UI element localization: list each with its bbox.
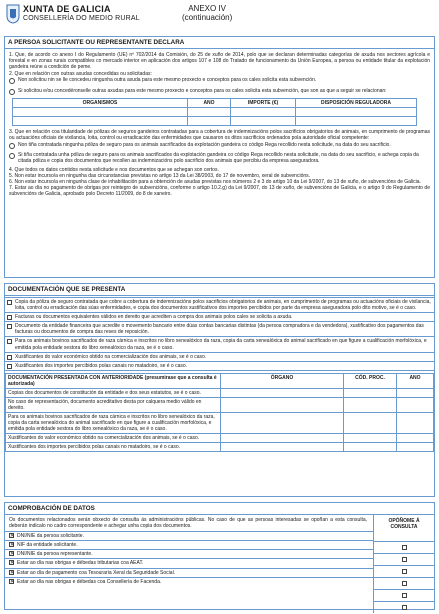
document-label: Xustificantes dos importes percibidos polas canais no matadoiro, se é o caso. bbox=[15, 362, 188, 369]
oppose-cell[interactable] bbox=[374, 589, 434, 601]
checkbox-icon[interactable] bbox=[402, 569, 407, 574]
option-label: Non solicitou nin se lle concedeu ningunha outra axuda para este mesmo proxecto e conceptos para os cales solicita esta subvención. bbox=[18, 77, 317, 84]
table-cell[interactable] bbox=[188, 108, 231, 117]
insurance-option-no[interactable] bbox=[5, 142, 434, 149]
document-row[interactable] bbox=[5, 298, 434, 313]
document-row[interactable] bbox=[5, 337, 434, 352]
radio-icon[interactable] bbox=[9, 78, 15, 84]
table-cell[interactable] bbox=[344, 412, 397, 433]
oppose-column bbox=[373, 515, 434, 613]
section-title: A PERSOA SOLICITANTE OU REPRESENTANTE DECLARA bbox=[5, 37, 434, 49]
checkbox-icon[interactable] bbox=[7, 324, 12, 329]
annex-label bbox=[182, 4, 232, 22]
radio-icon[interactable] bbox=[9, 89, 15, 95]
department-name: CONSELLERÍA DO MEDIO RURAL bbox=[23, 15, 140, 22]
annex-title: ANEXO IV bbox=[188, 4, 227, 13]
document-label: Facturas ou documentos equivalentes válidos en dereito que acrediten a compra dos animais polos cales se solicita a axuda. bbox=[15, 314, 293, 321]
data-verification-section bbox=[4, 502, 435, 610]
checkbox-icon[interactable] bbox=[402, 557, 407, 562]
org-name: XUNTA DE GALICIA bbox=[23, 4, 111, 14]
table-cell[interactable] bbox=[221, 397, 344, 412]
column-header: ORGANISMOS bbox=[13, 99, 188, 108]
table-cell[interactable] bbox=[397, 388, 434, 397]
option-label: Si tiña contratada unha póliza de seguro para os animais sacrificados da explotación gandeira co código Rega recollido nesta solicitude, na data do seu sacrificio, e achega copia da citada póliza e copia dos documentos que recollen as indemnizacións polo sacrificio dos animais que percibiu da empresa aseguradora. bbox=[18, 151, 419, 164]
oppose-cell[interactable] bbox=[374, 577, 434, 589]
form-header bbox=[4, 2, 435, 32]
table-cell[interactable] bbox=[13, 108, 188, 117]
table-row bbox=[6, 433, 434, 442]
document-label: Para os animais bovinos sacrificados de raza cárnica e inscritos no libro xenealóxico da raza, copia da carta xenealóxica do animal sacrificado en que figure a cualificación morfolóxica, e emitida pola entidade xestora do libro xenealóxico da raza, se é o caso. bbox=[15, 338, 427, 351]
declaration-2: 2. Que en relación con outras axudas concedidas ou solicitadas: bbox=[9, 71, 152, 78]
table-row bbox=[6, 397, 434, 412]
checkbox-icon[interactable] bbox=[402, 605, 407, 610]
checkbox-icon[interactable] bbox=[402, 581, 407, 586]
table-cell[interactable] bbox=[221, 388, 344, 397]
checkbox-icon[interactable] bbox=[7, 315, 12, 320]
row-label: Xustificantes do valor económico obtido na comercialización dos animais, se é o caso. bbox=[6, 433, 221, 442]
column-header: CÓD. PROC. bbox=[344, 373, 397, 388]
table-cell[interactable] bbox=[188, 117, 231, 126]
oppose-column-header: OPÓÑOME Á CONSULTA bbox=[388, 518, 420, 530]
table-cell[interactable] bbox=[397, 433, 434, 442]
radio-icon[interactable] bbox=[9, 153, 15, 159]
checked-icon: ✕ bbox=[10, 551, 15, 558]
oppose-cell[interactable] bbox=[374, 553, 434, 565]
table-cell[interactable] bbox=[231, 117, 296, 126]
checkbox-icon[interactable] bbox=[402, 593, 407, 598]
section-title: COMPROBACIÓN DE DATOS bbox=[5, 503, 434, 515]
verification-item bbox=[5, 558, 373, 566]
option-label: Si solicitou e/ou concedéronselle outras axudas para este mesmo proxecto e conceptos para os cales solicita esta subvención, que son as que a seguir se relacionan: bbox=[18, 88, 387, 95]
column-header: ANO bbox=[188, 99, 231, 108]
column-header: DOCUMENTACIÓN PRESENTADA CON ANTERIORIDADE (presumirase que a consulta é autorizada) bbox=[6, 373, 221, 388]
section-title: DOCUMENTACIÓN QUE SE PRESENTA bbox=[5, 284, 434, 296]
declaration-5: 5. Non estar incurso/a en ningunha das circunstancias previstas no artigo 13 da Lei 38/2003, do 17 de novembro, xeral de subvencións. bbox=[9, 172, 311, 179]
table-row bbox=[6, 442, 434, 451]
verification-item bbox=[5, 540, 373, 548]
oppose-cell[interactable] bbox=[374, 541, 434, 553]
table-cell[interactable] bbox=[344, 433, 397, 442]
radio-icon[interactable] bbox=[9, 143, 15, 149]
item-label: DNI/NIE da persoa solicitante. bbox=[17, 533, 84, 540]
checked-icon: ✕ bbox=[10, 533, 15, 540]
other-aid-option-yes[interactable] bbox=[5, 88, 434, 95]
table-cell[interactable] bbox=[221, 442, 344, 451]
declaration-7: 7. Estar ao día no pagamento de obrigas por reintegro de subvencións, conforme o artigo 10.2.g) da Lei 9/2007, do 13 de xuño, de subvencións de Galicia, e o artigo 9 do Regulamento de subvencións de Galicia, aprobado polo Decreto 11/2009, do 8 de xaneiro. bbox=[9, 185, 430, 198]
previous-documents-table bbox=[5, 373, 434, 452]
item-label: Estar ao día nas obrigas e débedas tributarias coa AEAT. bbox=[17, 560, 144, 567]
checked-icon: ✕ bbox=[10, 542, 15, 549]
documentation-section bbox=[4, 283, 435, 497]
verification-list bbox=[5, 515, 373, 613]
annex-subtitle: (continuación) bbox=[182, 13, 233, 22]
table-cell[interactable] bbox=[221, 433, 344, 442]
oppose-cell[interactable] bbox=[374, 565, 434, 577]
table-cell[interactable] bbox=[344, 388, 397, 397]
table-cell[interactable] bbox=[397, 442, 434, 451]
table-cell[interactable] bbox=[344, 442, 397, 451]
document-row[interactable] bbox=[5, 361, 434, 370]
checkbox-icon[interactable] bbox=[7, 364, 12, 369]
oppose-cell[interactable] bbox=[374, 601, 434, 613]
checkbox-icon[interactable] bbox=[7, 355, 12, 360]
other-aid-option-no[interactable] bbox=[5, 77, 434, 84]
item-label: DNI/NIE da persoa representante. bbox=[17, 551, 93, 558]
table-cell[interactable] bbox=[397, 397, 434, 412]
column-header: IMPORTE (€) bbox=[231, 99, 296, 108]
documents-table bbox=[5, 297, 434, 371]
table-cell[interactable] bbox=[344, 397, 397, 412]
declaration-section bbox=[4, 36, 435, 278]
document-row[interactable] bbox=[5, 352, 434, 361]
document-label: Xustificantes do valor económico obtido na comercialización dos animais, se é o caso. bbox=[15, 353, 207, 360]
document-row[interactable] bbox=[5, 313, 434, 322]
row-label: Xustificantes dos importes percibidos polas canais no matadoiro, se é o caso. bbox=[6, 442, 221, 451]
verification-item bbox=[5, 531, 373, 539]
table-cell[interactable] bbox=[397, 412, 434, 433]
checkbox-icon[interactable] bbox=[402, 545, 407, 550]
table-cell[interactable] bbox=[296, 117, 417, 126]
column-header: ANO bbox=[397, 373, 434, 388]
option-label: Non tiña contratada ningunha póliza de seguro para os animais sacrificados da explotación gandeira co código Rega recollido nesta solicitude, na data do seu sacrificio. bbox=[18, 141, 391, 148]
checked-icon: ✕ bbox=[10, 560, 15, 567]
document-label: Documento da entidade financeira que acredite o movemento bancario entre dúas contas bancarias distintas (da persoa compradora e da vendedora), xustificativo dos pagamentos das facturas ou documentos de compra das reses de reposición. bbox=[15, 323, 424, 336]
verification-item bbox=[5, 568, 373, 576]
table-cell[interactable] bbox=[221, 412, 344, 433]
item-label: NIF da entidade solicitante. bbox=[17, 542, 78, 549]
checked-icon: ✕ bbox=[10, 569, 15, 576]
verification-body bbox=[5, 515, 434, 613]
row-label: Para os animais bovinos sacrificados de raza cárnica e inscritos no libro xenealóxico da raza, copia da carta xenealóxica do animal sacrificado en que figure a cualificación morfolóxica, e emitida pola entidade xestora do libro xenealóxico da raza, se é o caso. bbox=[6, 412, 221, 433]
item-label: Estar ao día nas obrigas e débedas coa Consellería de Facenda. bbox=[17, 578, 162, 585]
checkbox-icon[interactable] bbox=[7, 339, 12, 344]
xunta-logo-icon bbox=[6, 4, 20, 24]
other-aid-table bbox=[12, 98, 417, 126]
document-row[interactable] bbox=[5, 322, 434, 337]
row-label: Copias dos documentos de constitución da entidade e dos seus estatutos, se é o caso. bbox=[6, 388, 221, 397]
table-cell[interactable] bbox=[296, 108, 417, 117]
insurance-option-yes[interactable] bbox=[5, 152, 434, 164]
row-label: No caso de representación, documento acreditativo desta por calquera medio válido en dereito. bbox=[6, 397, 221, 412]
table-row bbox=[6, 388, 434, 397]
document-label: Copia da póliza de seguro contratada que cobre a cobertura de indemnizacións polos sacrificios obrigatorios de animais, en cumprimento de programas ou actuacións oficiais de vixilancia, loita, control ou erradicación das súas enfermidades, e copia dos documentos xustificativos dos importes percibidos por parte da empresa aseguradora polo dito motivo, se é o caso. bbox=[15, 299, 431, 312]
checked-icon: ✕ bbox=[10, 578, 15, 585]
declaration-1: 1. Que, de acordo co anexo I do Regulamento (UE) nº 702/2014 da Comisión, do 25 de xuño de 2014, polo que se declaran determinadas categorías de axuda nos sectores agrícola e forestal e en zonas rurais compatibles co mercado interior en aplicación dos artigos 107 e 108 do Tratado de funcionamento da Unión Europea, a persoa ou entidade titular da explotación gandeira reúne a condición de peme. bbox=[9, 52, 430, 71]
checkbox-icon[interactable] bbox=[7, 300, 12, 305]
table-row bbox=[6, 412, 434, 433]
table-cell[interactable] bbox=[13, 117, 188, 126]
verification-item bbox=[5, 549, 373, 557]
column-header: DISPOSICIÓN REGULADORA bbox=[296, 99, 417, 108]
declaration-6: 6. Non estar incurso/a en ningunha clase de inhabilitación para a obtención de axudas previstas nos números 2 e 3 do artigo 10 da Lei 9/2007, do 13 de xuño, de subvencións de Galicia. bbox=[9, 178, 421, 185]
verification-item bbox=[5, 577, 373, 585]
item-label: Estar ao día de pagamento coa Tesouraría Xeral da Seguridade Social. bbox=[17, 569, 176, 576]
column-header: ÓRGANO bbox=[221, 373, 344, 388]
declaration-3: 3. Que en relación coa titularidade de pólizas de seguros gandeiros contratadas para a cobertura de indemnizacións polos sacrificios obrigatorios de animais, en cumprimento de programas ou actuacións oficiais de vixilancia, loita, control ou erradicación das enfermidades que causaron os ditos sacrificios ordenados pola autoridade oficial competente: bbox=[9, 129, 430, 142]
verification-intro: Os documentos relacionados serán obxecto de consulta ás administracións públicas. No caso de que as persoas interesadas se opoñan a esta consulta, deberán indicalo no cadro correspondente e achegar unha copia dos documentos. bbox=[9, 517, 367, 530]
declaration-4: 4. Que todos os datos contidos nesta solicitude e nos documentos que se achegan son certos. bbox=[9, 166, 219, 173]
table-cell[interactable] bbox=[231, 108, 296, 117]
